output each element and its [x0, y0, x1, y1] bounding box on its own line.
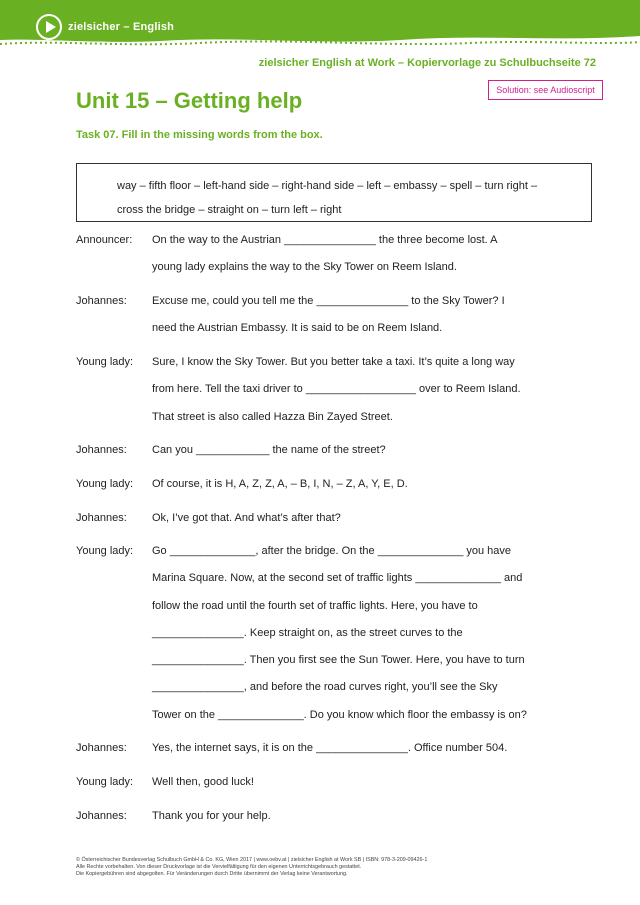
speaker-name: Johannes:: [76, 742, 127, 754]
dialogue-line: On the way to the Austrian _______________ the three become lost. A: [152, 234, 498, 246]
dialogue-line: Excuse me, could you tell me the _______________ to the Sky Tower? I: [152, 295, 505, 307]
word-box-line-2: cross the bridge – straight on – turn left – right: [117, 204, 342, 216]
footer-line-2: Alle Rechte vorbehalten. Von dieser Druckvorlage ist die Vervielfältigung für den eigenen Unterrichtsgebrauch gestattet.: [76, 864, 362, 870]
dialogue-line: _______________. Then you first see the Sun Tower. Here, you have to turn: [152, 654, 525, 667]
play-icon: [36, 14, 62, 40]
word-box: [76, 163, 592, 222]
dialogue-line: Tower on the ______________. Do you know which floor the embassy is on?: [152, 708, 527, 721]
dialogue-line: _______________. Keep straight on, as the street curves to the: [152, 626, 463, 639]
dialogue-line: Sure, I know the Sky Tower. But you better take a taxi. It’s quite a long way: [152, 356, 515, 368]
dialogue-line: Marina Square. Now, at the second set of traffic lights ______________ and: [152, 572, 523, 585]
task-instruction: Task 07. Fill in the missing words from the box.: [76, 129, 323, 141]
dialogue-line: from here. Tell the taxi driver to __________________ over to Reem Island.: [152, 383, 521, 396]
dialogue-line: Well then, good luck!: [152, 776, 254, 788]
dialogue-line: need the Austrian Embassy. It is said to be on Reem Island.: [152, 322, 443, 335]
brand-logo: [36, 14, 174, 40]
dialogue-line: Go ______________, after the bridge. On the ______________ you have: [152, 545, 512, 557]
dialogue-line: That street is also called Hazza Bin Zayed Street.: [152, 410, 393, 423]
footer-line-1: © Österreichischer Bundesverlag Schulbuch GmbH & Co. KG, Wien 2017 | www.oebv.at | zielsicher English at Work SB | ISBN: 978-3-209-09426-1: [76, 857, 428, 863]
speaker-name: Johannes:: [76, 295, 127, 307]
speaker-name: Johannes:: [76, 512, 127, 524]
dialogue-line: Ok, I’ve got that. And what’s after that?: [152, 512, 341, 524]
dialogue-line: young lady explains the way to the Sky Tower on Reem Island.: [152, 261, 457, 274]
dialogue-line: follow the road until the fourth set of traffic lights. Here, you have to: [152, 599, 478, 612]
speaker-name: Young lady:: [76, 356, 134, 368]
word-box-line-1: way – fifth floor – left-hand side – right-hand side – left – embassy – spell – turn right –: [117, 180, 538, 192]
speaker-name: Young lady:: [76, 545, 134, 557]
dialogue-line: Can you ____________ the name of the street?: [152, 444, 386, 456]
dialogue-line: Yes, the internet says, it is on the _______________. Office number 504.: [152, 742, 508, 754]
speaker-name: Johannes:: [76, 810, 127, 822]
footer-copyright: [76, 857, 427, 878]
dialogue-line: Of course, it is H, A, Z, Z, A, – B, I, N, – Z, A, Y, E, D.: [152, 478, 408, 490]
speaker-name: Young lady:: [76, 776, 134, 788]
page-title: Unit 15 – Getting help: [76, 88, 303, 113]
speaker-name: Announcer:: [76, 234, 133, 246]
dialogue-line: Thank you for your help.: [152, 810, 271, 822]
series-line: zielsicher English at Work – Kopiervorlage zu Schulbuchseite 72: [258, 57, 596, 69]
footer-line-3: Die Kopiergebühren sind abgegolten. Für Veränderungen durch Dritte übernimmt der Verlag keine Verantwortung.: [76, 871, 348, 877]
speaker-name: Johannes:: [76, 444, 127, 456]
brand-name: zielsicher – English: [68, 21, 175, 33]
solution-note: Solution: see Audioscript: [488, 80, 603, 100]
speaker-name: Young lady:: [76, 478, 134, 490]
dialogue-line: _______________, and before the road curves right, you’ll see the Sky: [152, 681, 498, 694]
